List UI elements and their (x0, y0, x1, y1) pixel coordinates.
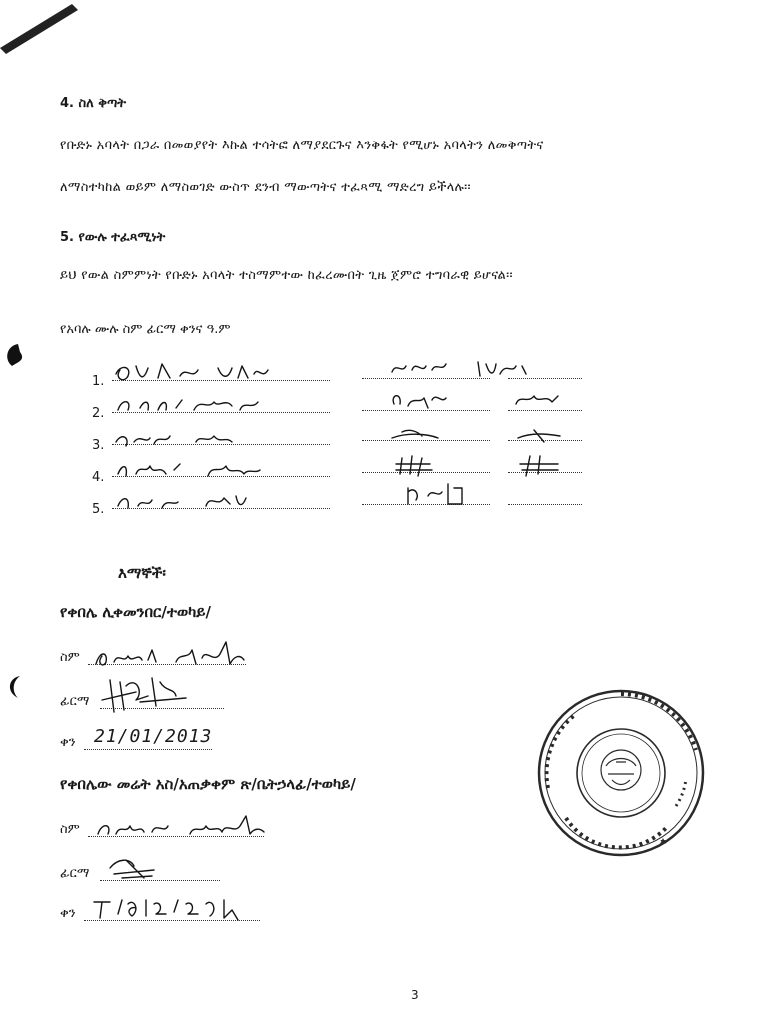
section-4-line-1: የቡድኑ አባላት በጋራ በመወያየት እኩል ተሳትፎ ለማያደርጉና እንቅፋት የሚሆኑ አባላትን ለመቅጣትና (60, 138, 544, 153)
handwritten-member-names (110, 358, 350, 518)
member-number: 2. (92, 406, 105, 421)
witnesses-heading: እማኞች፡ (118, 564, 166, 582)
section-4-line-2: ለማስተካከል ወይም ለማስወገድ ውስጥ ደንብ ማውጣትና ተፈጻሚ ማድረግ ይችላሉ፡፡ (60, 180, 471, 195)
receiver-2-handwritten-name (94, 812, 274, 846)
receiver-2-name-label: ስም (60, 822, 80, 837)
margin-blot (0, 340, 30, 370)
receiver-2-title: የቀበሌው መሬት አስ/አጠቃቀም ጽ/ቤትኃላፊ/ተወካይ/ (60, 775, 356, 793)
receiver-1-name-label: ስም (60, 650, 80, 665)
receiver-1-title: የቀበሌ ሊቀመንበር/ተወካይ/ (60, 603, 211, 621)
member-number: 4. (92, 470, 105, 485)
corner-scan-mark (0, 0, 90, 60)
receiver-1-handwritten-name (92, 638, 252, 674)
receiver-1-date-line (84, 749, 212, 750)
receiver-2-date-label: ቀን (60, 906, 76, 921)
section-5-line-1: ይህ የውል ስምምነት የቡድኑ አባላት ተስማምተው ከፈረሙበት ጊዜ ጀምሮ ተግባራዊ ይሆናል፡፡ (60, 268, 513, 283)
member-number: 5. (92, 502, 105, 517)
receiver-1-date-value: 21/01/2013 (94, 726, 213, 747)
receiver-1-sign-label: ፊርማ (60, 694, 90, 709)
receiver-1-date-label: ቀን (60, 735, 76, 750)
members-caption: የአባሉ ሙሉ ስም ፊርማ ቀንና ዓ.ም (60, 322, 231, 337)
receiver-2-signature (104, 852, 164, 882)
member-number: 1. (92, 374, 105, 389)
section-4-heading: 4. ስለ ቅጣት (60, 96, 127, 111)
official-stamp (536, 688, 706, 858)
section-5-heading: 5. የውሉ ተፈጻሚነት (60, 230, 166, 245)
handwritten-member-signatures (388, 352, 588, 512)
receiver-2-sign-label: ፊርማ (60, 866, 90, 881)
margin-blot (0, 672, 26, 702)
page-number: 3 (411, 988, 419, 1002)
receiver-1-signature (96, 672, 206, 716)
member-number: 3. (92, 438, 105, 453)
receiver-2-handwritten-date (88, 892, 268, 926)
